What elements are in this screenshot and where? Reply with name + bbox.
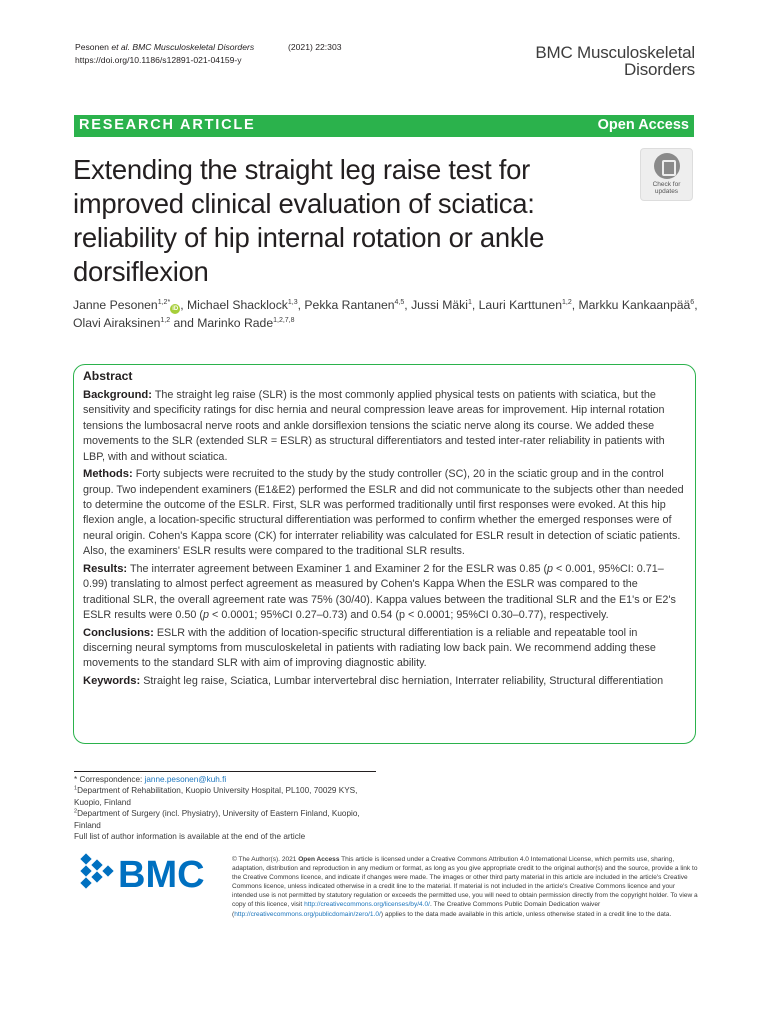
affiliation-2 <box>74 808 376 831</box>
article-type-label: RESEARCH ARTICLE <box>79 117 256 133</box>
license-open-access: Open Access <box>298 856 340 863</box>
journal-brand-line2: Disorders <box>624 60 695 79</box>
correspondence-email-link[interactable]: janne.pesonen@kuh.fi <box>144 775 227 784</box>
updates-badge-line1: Check for <box>652 181 681 188</box>
bmc-logo-text: BMC <box>118 854 205 896</box>
author-affiliation: 1,2,7,8 <box>273 316 295 324</box>
doi-link[interactable]: https://doi.org/10.1186/s12891-021-04159-y <box>75 55 242 65</box>
affiliation-text: Department of Rehabilitation, Kuopio University Hospital, PL100, 70029 KYS, Kuopio, Finland <box>74 786 358 807</box>
author-affiliation: 4,5 <box>394 298 405 306</box>
conclusions-label: Conclusions: <box>83 626 154 639</box>
author-name: Pekka Rantanen <box>304 298 395 312</box>
license-statement <box>232 855 698 919</box>
author-affiliation: 1,2 <box>160 316 171 324</box>
abstract-results <box>83 562 685 624</box>
citation-line <box>75 41 342 54</box>
abstract-conclusions <box>83 626 685 672</box>
citation-header <box>75 41 342 67</box>
author-name: Marinko Rade <box>197 316 274 330</box>
results-label: Results: <box>83 562 128 575</box>
author-affiliation: 6 <box>690 298 695 306</box>
author-affiliation: 1,3 <box>287 298 298 306</box>
abstract-box <box>73 364 696 744</box>
author-name: Jussi Mäki <box>411 298 468 312</box>
results-text-b: < 0.001, 95%CI: 0.71–0.99) translating to almost perfect agreement as measured by Cohen's Kappa When the ESLR was compared to the traditional SLR, the overall agreement rate was 75% (30/40). Kappa values between the traditional SLR and the E1's or E2's ESLR results were 0.50 ( <box>83 562 676 622</box>
abstract-heading: Abstract <box>83 369 133 383</box>
journal-brand <box>535 44 695 78</box>
background-label: Background: <box>83 389 152 401</box>
article-title: Extending the straight leg raise test for improved clinical evaluation of sciatica: reliability of hip internal rotation or ankle dorsiflexion <box>73 154 545 287</box>
license-text-c: ) applies to the data made available in this article, unless otherwise stated in a credit line to the data. <box>380 910 672 918</box>
cc-by-link[interactable]: http://creativecommons.org/licenses/by/4.0/ <box>304 901 430 909</box>
conclusions-text: ESLR with the addition of location-specific structural differentiation is a reliable and repeatable tool in discerning neural symptoms from musculoskeletal in patients with radiating low back pain. We recommend adding these movements to the standard SLR with aim of improving diagnostic ability. <box>83 626 656 670</box>
citation-year-volume: (2021) 22:303 <box>288 42 342 52</box>
footnotes <box>74 771 376 842</box>
affiliation-number: 1 <box>74 785 78 792</box>
author-name: Michael Shacklock <box>186 298 288 312</box>
author-list: Janne Pesonen$^{1,2*}$iD , Michael Shacklock$^{1,3}$, Pekka Rantanen$^{4,5}$, Jussi Mäki$^1$, Lauri Karttunen$^{1,2}$, Markku Kankaanpää$^6$, Olavi Airaksinen$^{1,2}$ and Marinko Rade$^{1,2,7,8}$ <box>73 298 698 330</box>
journal-brand-line1: BMC Musculoskeletal <box>535 43 695 62</box>
correspondence-line <box>74 774 376 785</box>
orcid-icon[interactable]: iD <box>172 306 179 312</box>
check-for-updates-badge[interactable] <box>640 148 693 201</box>
author-affiliation: 1,2* <box>157 298 171 306</box>
correspondence-label: * Correspondence: <box>74 775 143 784</box>
citation-journal: BMC Musculoskeletal Disorders <box>132 42 255 52</box>
author-affiliation: 1 <box>467 298 472 306</box>
citation-authors: Pesonen <box>75 42 109 52</box>
affiliation-1 <box>74 785 376 808</box>
author-name: Lauri Karttunen <box>478 298 562 312</box>
methods-text: Forty subjects were recruited to the study by the study controller (SC), 20 in the sciatic group and in the control group. Two independent examiners (E1&E2) performed the ESLR and did not communicate to the subjects other than needed to determine the outcome of the ESLR. First, SLR was performed traditionally until first responses were evoked. At this hip flexion angle, a location-specific structural differentiation was performed to confirm whether the emerged responses were of neural origin. Cohen's Kappa score (CK) for interrater reliability was calculated for ESLR result in detection of sciatic patients. Also, the examiners' ESLR results were compared to the traditional SLR results. <box>83 468 684 558</box>
results-p-italic: p <box>203 609 210 622</box>
citation-etal: et al. <box>111 42 130 52</box>
results-p-italic: p <box>547 562 554 575</box>
author-affiliation: 1,2 <box>561 298 572 306</box>
background-text: The straight leg raise (SLR) is the most commonly applied physical tests on patients with sciatica, but the sensitivity and specificity ratings for disc hernia and neural compression leave areas for improvement. Hip internal rotation tensions the lumbosacral nerve roots and ankle dorsiflexion tensions the sciatic nerve along its course. We added these movements to the SLR (extended SLR = ESLR) as structural differentiators and tested inter-rater reliability in patients with LBP, with and without sciatica. <box>83 389 665 463</box>
copyright: © The Author(s). 2021 <box>232 856 297 863</box>
abstract-methods <box>83 467 685 559</box>
results-text-c: < 0.0001; 95%CI 0.27–0.73) and 0.54 (p < 0.0001; 95%CI 0.30–0.77), respectively. <box>209 609 609 622</box>
license-text-a: This article is licensed under a Creative Commons Attribution 4.0 International License, which permits use, sharing, adaptation, distribution and reproduction in any medium or format, as long as you give appropriate credit to the original author(s) and the source, provide a link to the Creative Commons licence, and indicate if changes were made. The images or other third party material in this article are included in the article's Creative Commons licence, unless indicated otherwise in a credit line to the material. If material is not included in the article's Creative Commons licence and your intended use is not permitted by statutory regulation or exceeds the permitted use, you will need to obtain permission directly from the copyright holder. To view a copy of this licence, visit <box>232 856 698 909</box>
affiliation-number: 2 <box>74 808 78 815</box>
abstract-background <box>83 388 685 465</box>
abstract-keywords <box>83 674 685 689</box>
results-text-a: The interrater agreement between Examiner 1 and Examiner 2 for the ESLR was 0.85 ( <box>129 562 548 575</box>
bookmark-icon <box>654 153 680 179</box>
keywords-label: Keywords: <box>83 675 141 688</box>
cc-zero-link[interactable]: http://creativecommons.org/publicdomain/zero/1.0/ <box>234 910 381 918</box>
author-name: Janne Pesonen <box>73 298 158 312</box>
article-type-banner <box>74 115 694 137</box>
keywords-text: Straight leg raise, Sciatica, Lumbar intervertebral disc herniation, Interrater reliability, Structural differentiation <box>143 675 664 688</box>
author-name: Markku Kankaanpää <box>578 298 691 312</box>
methods-label: Methods: <box>83 468 133 481</box>
affiliation-text: Department of Surgery (incl. Physiatry), University of Eastern Finland, Kuopio, Finland <box>74 809 360 830</box>
license-text-b: . The Creative Commons Public Domain Dedication waiver ( <box>232 901 601 918</box>
bmc-logo <box>80 847 220 897</box>
open-access-label: Open Access <box>597 117 689 133</box>
author-info-note: Full list of author information is available at the end of the article <box>74 832 306 842</box>
updates-badge-line2: updates <box>654 188 679 195</box>
author-name: Olavi Airaksinen <box>73 316 161 330</box>
